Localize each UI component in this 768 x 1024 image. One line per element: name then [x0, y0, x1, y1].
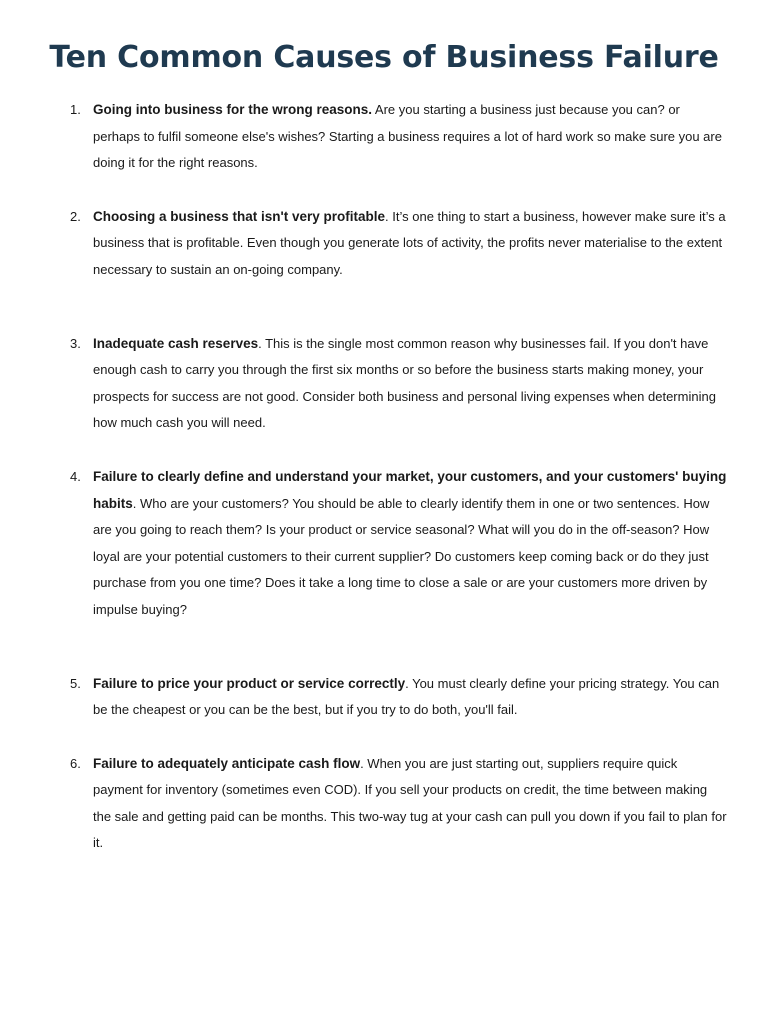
list-item	[0, 671, 768, 724]
item-body: . You must clearly define your pricing strategy. You can be the cheapest or you can be the best, but if you try to do both, you'll fail.	[93, 675, 720, 718]
item-heading: Failure to adequately anticipate cash flow	[93, 755, 361, 771]
causes-list	[0, 97, 768, 857]
item-heading: Failure to price your product or service correctly	[93, 675, 406, 691]
list-item	[0, 331, 768, 437]
item-heading: Inadequate cash reserves	[93, 335, 259, 351]
item-number: 1.	[70, 102, 81, 117]
item-body: . It’s one thing to start a business, however make sure it’s a business that is profitable. Even though you generate lots of activity, the profits never materialise to the extent necessary to sustain an on-going company.	[93, 208, 726, 277]
document-title: Ten Common Causes of Business Failure	[49, 40, 719, 75]
item-number: 2.	[70, 208, 81, 224]
item-number: 5.	[70, 675, 81, 691]
list-item	[0, 204, 768, 284]
item-number: 3.	[70, 335, 81, 351]
item-number: 6.	[70, 755, 81, 771]
item-body: Are you starting a business just because you can? or perhaps to fulfil someone else's wishes? Starting a business requires a lot of hard work so make sure you are doing it for the right reasons.	[93, 102, 722, 171]
item-heading: Choosing a business that isn't very profitable	[93, 208, 386, 224]
item-number: 4.	[70, 468, 81, 484]
list-item	[0, 751, 768, 857]
item-heading: Failure to clearly define and understand your market, your customers, and your customers' buying habits	[93, 468, 727, 511]
item-body: . Who are your customers? You should be able to clearly identify them in one or two sentences. How are you going to reach them? Is your product or service seasonal? What will you do in the off-season? How loyal are your potential customers to their current supplier? Do customers keep coming back or do they just purchase from you one time? Does it take a long time to close a sale or are your customers more driven by impulse buying?	[93, 495, 710, 617]
list-item	[0, 97, 768, 177]
list-item	[0, 464, 768, 624]
item-body: . This is the single most common reason why businesses fail. If you don't have enough cash to carry you through the first six months or so before the business starts making money, your prospects for success are not good. Consider both business and personal living expenses when determining how much cash you will need.	[93, 335, 716, 431]
item-heading: Going into business for the wrong reasons.	[93, 102, 373, 117]
item-body: . When you are just starting out, suppliers require quick payment for inventory (sometimes even COD). If you sell your products on credit, the time between making the sale and getting paid can be months. This two-way tug at your cash can pull you down if you fail to plan for it.	[93, 755, 727, 851]
